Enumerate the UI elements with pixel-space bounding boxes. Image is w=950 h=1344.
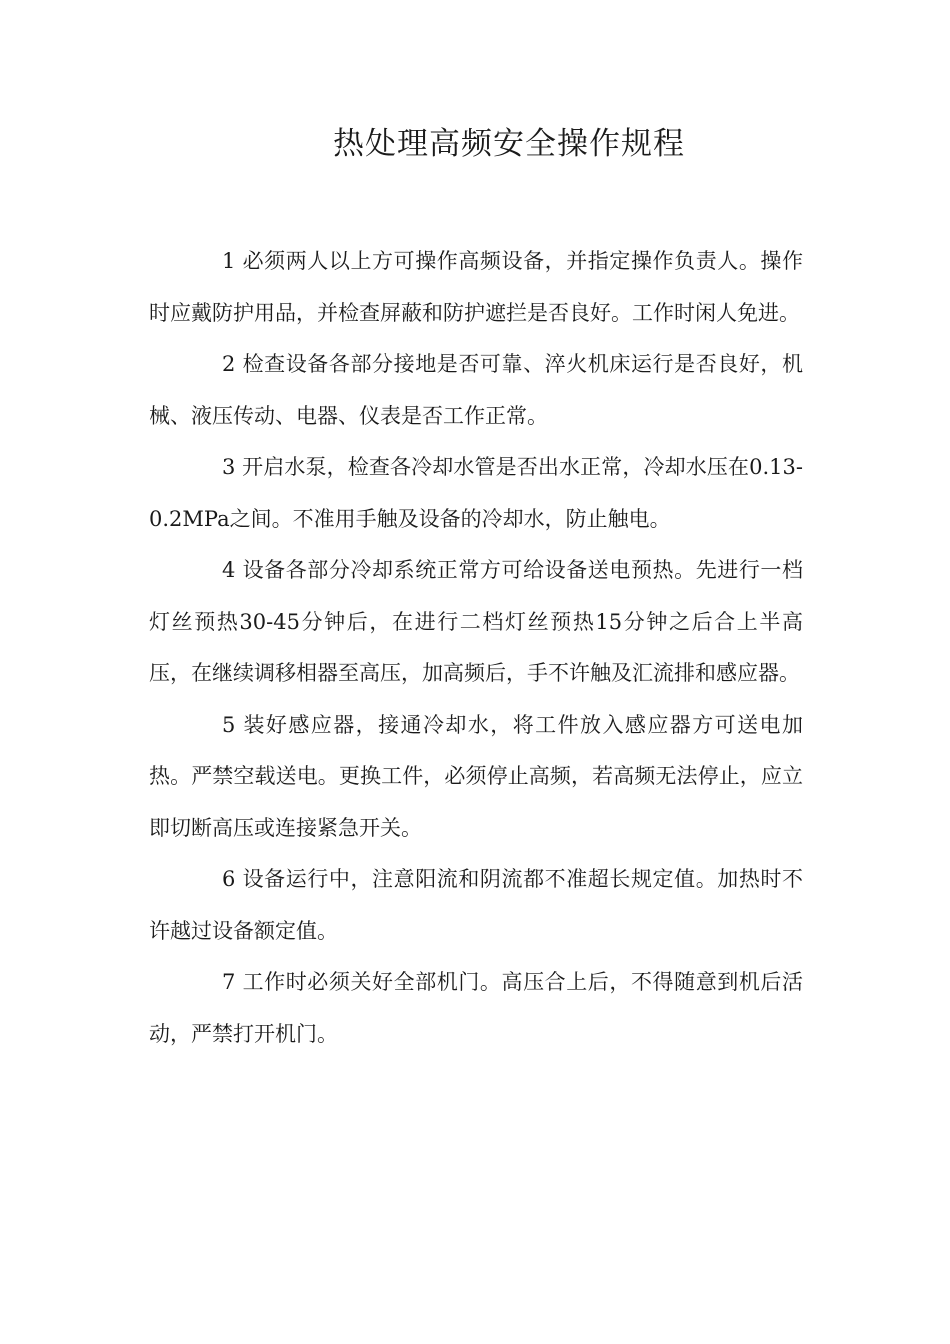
paragraph-number: 1 bbox=[222, 249, 236, 273]
paragraph-5 bbox=[149, 700, 803, 855]
paragraph-2 bbox=[149, 339, 803, 442]
paragraph-number: 5 bbox=[222, 712, 236, 737]
document-body bbox=[149, 236, 803, 1060]
paragraph-number: 4 bbox=[222, 558, 236, 582]
paragraph-text: 必须两人以上方可操作高频设备，并指定操作负责人。操作时应戴防护用品，并检查屏蔽和防护遮拦是否良好。工作时闲人免进。 bbox=[149, 249, 803, 325]
paragraph-3 bbox=[149, 442, 803, 545]
paragraph-7 bbox=[149, 957, 803, 1060]
paragraph-text: 开启水泵，检查各冷却水管是否出水正常，冷却水压在0.13-0.2MPa之间。不准用手触及设备的冷却水，防止触电。 bbox=[149, 455, 803, 531]
paragraph-number: 7 bbox=[222, 970, 236, 994]
paragraph-text: 检查设备各部分接地是否可靠、淬火机床运行是否良好，机械、液压传动、电器、仪表是否工作正常。 bbox=[149, 352, 803, 428]
paragraph-number: 3 bbox=[222, 455, 236, 479]
document-title: 热处理高频安全操作规程 bbox=[333, 126, 685, 162]
paragraph-number: 6 bbox=[222, 867, 236, 891]
paragraph-number: 2 bbox=[222, 352, 236, 376]
paragraph-text: 设备运行中，注意阳流和阴流都不准超长规定值。加热时不许越过设备额定值。 bbox=[149, 867, 803, 943]
paragraph-text: 工作时必须关好全部机门。高压合上后，不得随意到机后活动，严禁打开机门。 bbox=[149, 970, 803, 1046]
paragraph-4 bbox=[149, 545, 803, 700]
paragraph-6 bbox=[149, 854, 803, 957]
paragraph-1 bbox=[149, 236, 803, 339]
paragraph-text: 装好感应器，接通冷却水，将工件放入感应器方可送电加热。严禁空载送电。更换工件，必须停止高频，若高频无法停止，应立即切断高压或连接紧急开关。 bbox=[149, 712, 803, 840]
paragraph-text: 设备各部分冷却系统正常方可给设备送电预热。先进行一档灯丝预热30-45分钟后，在进行二档灯丝预热15分钟之后合上半高压，在继续调移相器至高压，加高频后，手不许触及汇流排和感应器。 bbox=[149, 558, 803, 685]
